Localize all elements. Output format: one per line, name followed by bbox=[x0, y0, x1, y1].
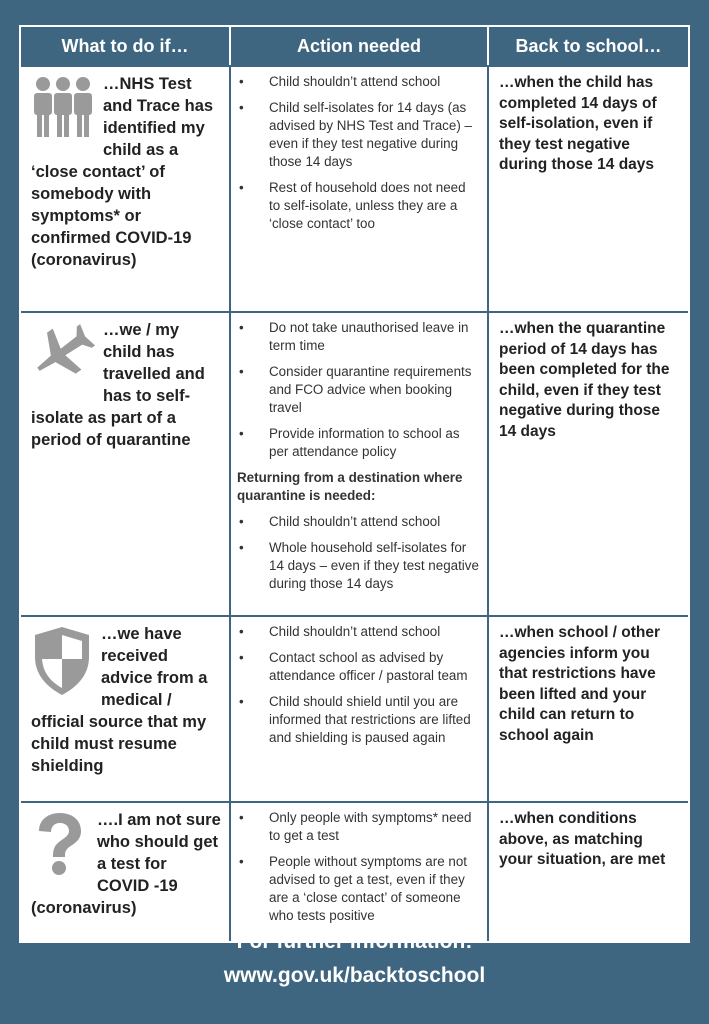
bullet: • bbox=[239, 74, 244, 89]
action-text: Child should shield until you are informed that restrictions are lifted and shielding is paused again bbox=[269, 694, 471, 745]
what-cell bbox=[21, 67, 231, 311]
list-item bbox=[237, 363, 479, 417]
action-cell bbox=[231, 803, 489, 941]
bullet: • bbox=[239, 624, 244, 639]
situation-text: …NHS Test and Trace has identified my child as a ‘close contact’ of somebody with symptoms* or confirmed COVID-19 (coronavirus) bbox=[31, 75, 214, 269]
action-text: Child self-isolates for 14 days (as advised by NHS Test and Trace) – even if they test negative during those 14 days bbox=[269, 100, 472, 169]
bullet: • bbox=[239, 180, 244, 195]
action-cell bbox=[231, 313, 489, 615]
bullet: • bbox=[239, 650, 244, 665]
action-text: People without symptoms are not advised to get a test, even if they are a ‘close contact’ of someone who tests positive bbox=[269, 854, 467, 923]
bullet: • bbox=[239, 514, 244, 529]
action-text: Consider quarantine requirements and FCO advice when booking travel bbox=[269, 364, 472, 415]
bullet: • bbox=[239, 810, 244, 825]
what-cell bbox=[21, 617, 231, 801]
situation-text: …we / my child has travelled and has to self-isolate as part of a period of quarantine bbox=[31, 321, 205, 449]
action-text: Do not take unauthorised leave in term time bbox=[269, 320, 469, 353]
people-icon bbox=[31, 75, 95, 144]
list-item bbox=[237, 319, 479, 355]
back-to-school-cell: …when conditions above, as matching your situation, are met bbox=[499, 810, 666, 868]
action-text: Child shouldn’t attend school bbox=[269, 514, 441, 529]
header-action-needed: Action needed bbox=[231, 27, 489, 65]
bullet: • bbox=[239, 320, 244, 335]
action-text: Contact school as advised by attendance officer / pastoral team bbox=[269, 650, 468, 683]
action-text: Child shouldn’t attend school bbox=[269, 74, 441, 89]
bullet: • bbox=[239, 364, 244, 379]
back-to-school-cell: …when the child has completed 14 days of self-isolation, even if they test negative during those 14 days bbox=[499, 74, 657, 173]
list-item bbox=[237, 693, 479, 747]
back-to-school-cell: …when school / other agencies inform you that restrictions have been lifted and your child can return to school again bbox=[499, 624, 661, 744]
airplane-icon bbox=[31, 321, 95, 388]
table-row bbox=[21, 615, 688, 801]
header-back-to-school: Back to school… bbox=[515, 35, 662, 56]
footer-info-label: For further information: bbox=[236, 930, 473, 953]
list-item bbox=[237, 853, 479, 925]
list-item bbox=[237, 809, 479, 845]
table-row bbox=[21, 311, 688, 615]
bullet: • bbox=[239, 694, 244, 709]
bullet: • bbox=[239, 426, 244, 441]
action-cell bbox=[231, 617, 489, 801]
list-item bbox=[237, 649, 479, 685]
situation-text: …we have received advice from a medical / official source that my child must resume shielding bbox=[31, 625, 208, 775]
returning-subheading: Returning from a destination where quarantine is needed: bbox=[237, 470, 463, 503]
action-text: Only people with symptoms* need to get a test bbox=[269, 810, 472, 843]
list-item bbox=[237, 73, 479, 91]
back-to-school-cell: …when the quarantine period of 14 days has been completed for the child, even if they test negative during those 14 days bbox=[499, 320, 670, 440]
header-what-to-do: What to do if… bbox=[21, 27, 231, 65]
situation-text: ….I am not sure who should get a test for COVID -19 (coronavirus) bbox=[31, 811, 221, 917]
action-text: Child shouldn’t attend school bbox=[269, 624, 441, 639]
table-header bbox=[21, 27, 688, 65]
action-text: Whole household self-isolates for 14 days – even if they test negative during those 14 days bbox=[269, 540, 479, 591]
table-row bbox=[21, 65, 688, 311]
footer-url-link[interactable]: www.gov.uk/backtoschool bbox=[223, 964, 486, 987]
what-cell bbox=[21, 803, 231, 941]
list-item bbox=[237, 179, 479, 233]
list-item bbox=[237, 539, 479, 593]
action-text: Rest of household does not need to self-isolate, unless they are a ‘close contact’ too bbox=[269, 180, 466, 231]
what-cell bbox=[21, 313, 231, 615]
question-mark-icon bbox=[31, 811, 89, 882]
list-item bbox=[237, 99, 479, 171]
shield-icon bbox=[31, 625, 93, 702]
action-text: Provide information to school as per attendance policy bbox=[269, 426, 460, 459]
action-cell bbox=[231, 67, 489, 311]
bullet: • bbox=[239, 540, 244, 555]
table-row bbox=[21, 801, 688, 941]
info-table bbox=[19, 25, 690, 943]
list-item bbox=[237, 623, 479, 641]
bullet: • bbox=[239, 854, 244, 869]
list-item bbox=[237, 513, 479, 531]
list-item bbox=[237, 425, 479, 461]
bullet: • bbox=[239, 100, 244, 115]
